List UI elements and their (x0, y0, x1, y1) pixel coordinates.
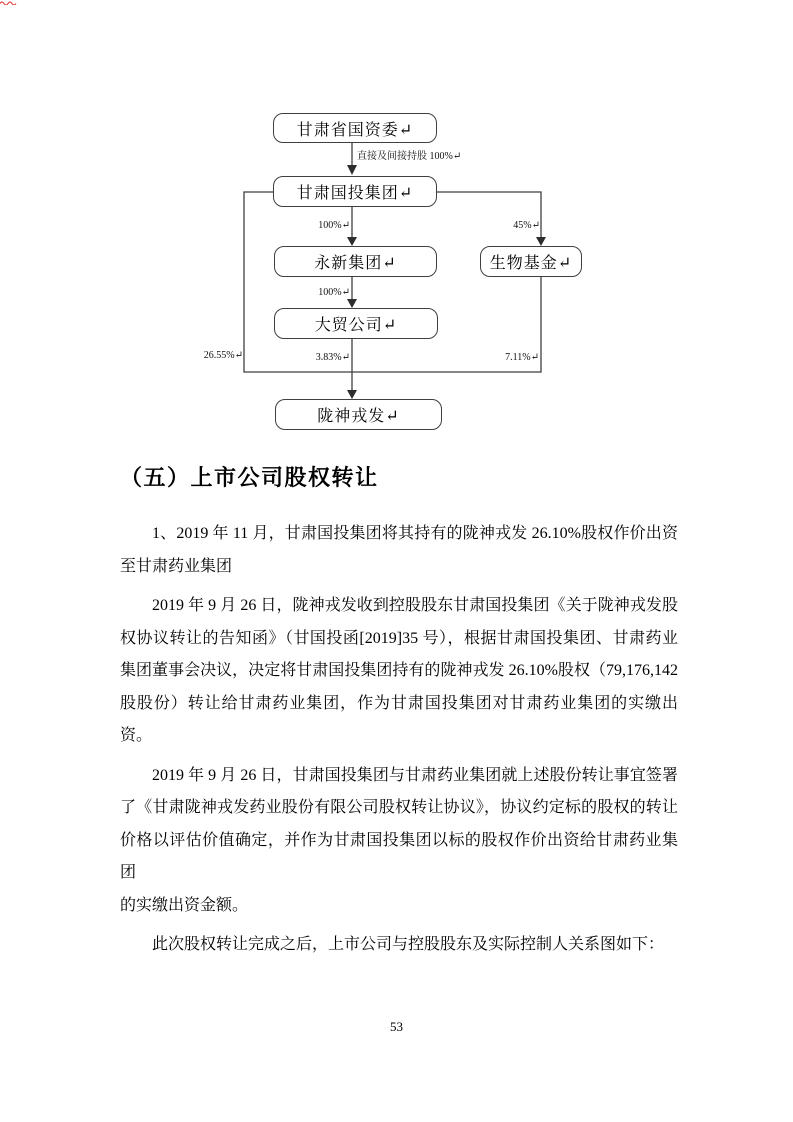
edge-label-gtjt-to-biofund: 45%↵ (513, 220, 540, 231)
ownership-diagram (0, 0, 793, 450)
paragraph-line: 价格以评估价值确定，并作为甘肃国投集团以标的股权作价出资给甘肃药业集团 (120, 831, 678, 881)
spellcheck-squiggle-icon (0, 0, 17, 5)
paragraph (120, 518, 678, 583)
paragraph-line: 1、2019 年 11 月，甘肃国投集团将其持有的陇神戎发 26.10%股权作价出资 (152, 525, 678, 542)
edge-label-direct-indirect-holding: 直接及间接持股 100%↵ (357, 151, 462, 162)
paragraph-line: 集团董事会决议，决定将甘肃国投集团持有的陇神戎发 26.10%股权（79,176,142 (120, 662, 678, 679)
paragraph-line: 此次股权转让完成之后，上市公司与控股股东及实际控制人关系图如下： (152, 936, 665, 953)
diagram-node-damao-company: 大贸公司↵ (274, 308, 438, 339)
diagram-node-provincial-sasac: 甘肃省国资委↵ (273, 113, 437, 143)
page-number: 53 (390, 1019, 403, 1034)
edge-label-gtjt-to-longshen: 26.55%↵ (203, 350, 243, 361)
section-heading: （五）上市公司股权转让 (120, 465, 379, 490)
paragraph (120, 760, 678, 923)
paragraph-line: 了《甘肃陇神戎发药业股份有限公司股权转让协议》，协议约定标的股权的转让 (120, 799, 678, 816)
paragraph-line: 的实缴出资金额。 (120, 896, 249, 914)
body-column (120, 461, 678, 969)
paragraph-line: 股股份）转让给甘肃药业集团，作为甘肃国投集团对甘肃药业集团的实缴出资。 (120, 694, 678, 744)
edge-label-biofund-to-longshen: 7.11%↵ (505, 352, 539, 363)
diagram-node-yongxin-group: 永新集团↵ (274, 246, 437, 277)
diagram-connectors (0, 0, 793, 450)
paragraph-line: 2019 年 9 月 26 日，陇神戎发收到控股股东甘肃国投集团《关于陇神戎发股 (152, 597, 678, 614)
diagram-node-bio-fund: 生物基金↵ (480, 246, 582, 277)
diagram-node-longshen-rongfa: 陇神戎发↵ (275, 399, 442, 430)
paragraph-line: 2019 年 9 月 26 日，甘肃国投集团与甘肃药业集团就上述股份转让事宜签署 (152, 766, 678, 784)
paragraph (120, 590, 678, 753)
diagram-node-gansu-guotou-group: 甘肃国投集团↵ (273, 176, 437, 207)
paragraph-line: 权协议转让的告知函》（甘国投函[2019]35 号），根据甘肃国投集团、甘肃药业 (120, 629, 678, 647)
paragraph (120, 929, 678, 962)
edge-label-yongxin-to-damao: 100%↵ (318, 287, 350, 298)
edge-label-damao-to-longshen: 3.83%↵ (315, 352, 350, 363)
edge-label-gtjt-to-yongxin: 100%↵ (318, 220, 350, 231)
paragraph-line: 至甘肃药业集团 (120, 557, 233, 575)
